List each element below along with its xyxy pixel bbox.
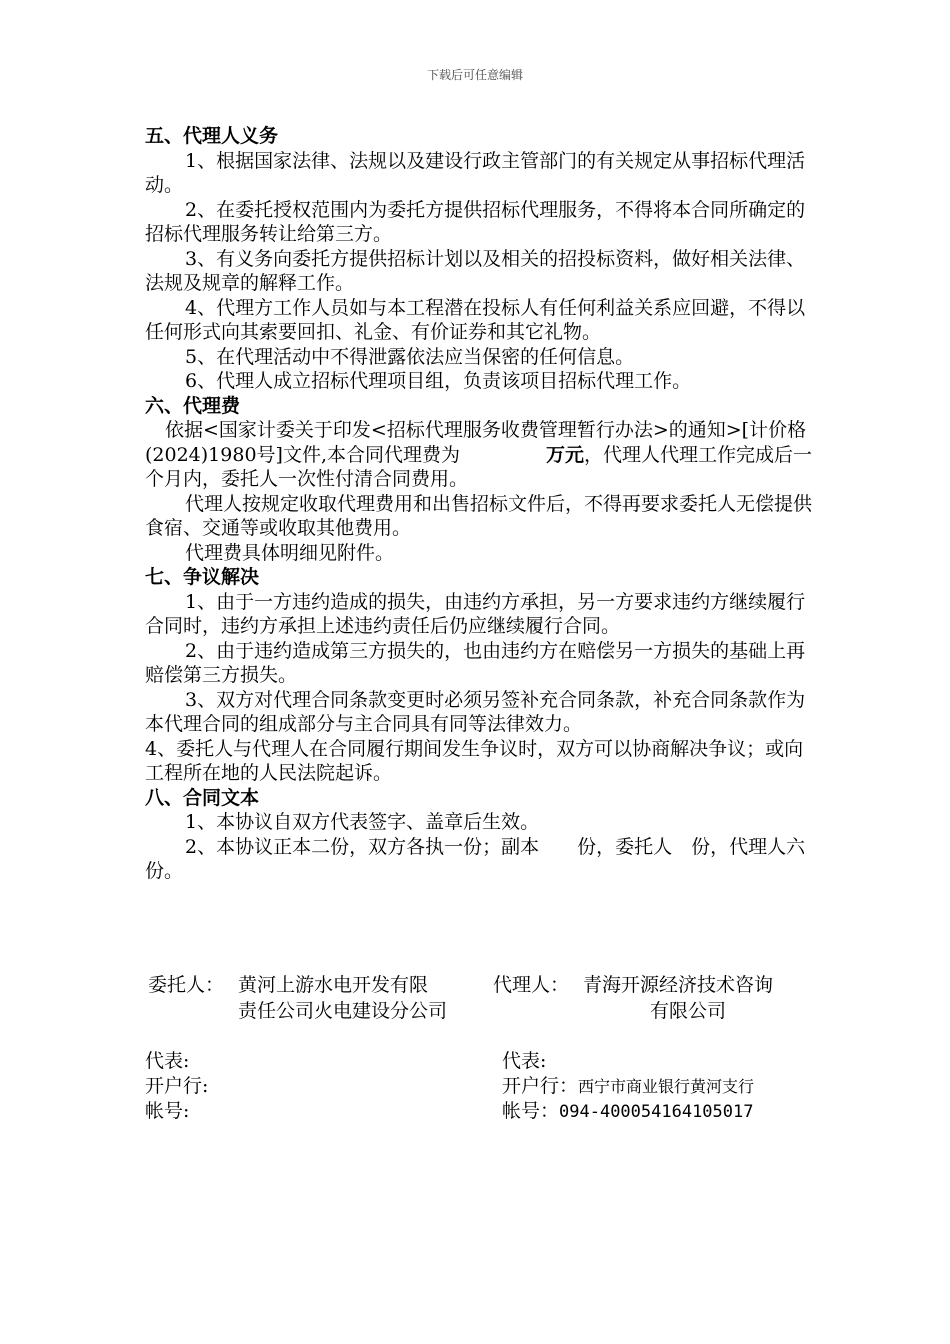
contract-body [145,124,815,884]
section-5-item-1: 1、根据国家法律、法规以及建设行政主管部门的有关规定从事招标代理活动。 [145,149,806,196]
agent-bank-value: 西宁市商业银行黄河支行 [578,1077,755,1096]
section-6-item-3: 代理费具体明细见附件。 [185,541,395,564]
section-8-item-1: 1、本协议自双方代表签字、盖章后生效。 [185,811,540,833]
client-account: 帐号: [145,1100,190,1122]
client-name-line-1: 黄河上游水电开发有限 [238,974,429,996]
agent-account-value: 094-400054164105017 [559,1102,754,1122]
section-5-item-2: 2、在委托授权范围内为委托方提供招标代理服务，不得将本合同所确定的招标代理服务转让给第三方。 [145,198,806,245]
client-label: 委托人： [148,974,225,996]
section-5-title: 五、代理人义务 [145,125,279,147]
fee-basis-text: 依据<国家计委关于印发<招标代理服务收费管理暂行办法>的通知>[计价格(2024)1980号]文件,本合同代理费为 [145,419,807,466]
agent-account [502,1096,753,1123]
agent-representative: 代表: [502,1050,547,1072]
section-5-item-4: 4、代理方工作人员如与本工程潜在投标人有任何利益关系应回避，不得以任何形式向其索要回扣、礼金、有价证券和其它礼物。 [145,296,806,343]
section-7-item-1: 1、由于一方违约造成的损失，由违约方承担，另一方要求违约方继续履行合同时，违约方承担上述违约责任后仍应继续履行合同。 [145,590,806,637]
section-7-item-3: 3、双方对代理合同条款变更时必须另签补充合同条款，补充合同条款作为本代理合同的组成部分与主合同具有同等法律效力。 [145,688,806,735]
client-bank: 开户行: [145,1075,209,1097]
agent-bank [502,1071,754,1098]
section-8-title: 八、合同文本 [145,786,260,809]
agent-name-line-2: 有限公司 [650,1000,727,1022]
section-5-item-5: 5、在代理活动中不得泄露依法应当保密的任何信息。 [185,345,635,368]
section-8-item-2: 2、本协议正本二份，双方各执一份；副本 份，委托人 份，代理人六份。 [145,835,806,882]
client-representative: 代表: [145,1050,190,1072]
page-header-note: 下载后可任意编辑 [426,68,523,82]
agent-account-label: 帐号： [502,1100,560,1122]
section-5-item-6: 6、代理人成立招标代理项目组，负责该项目招标代理工作。 [185,370,692,392]
client-name-line-2: 责任公司火电建设分公司 [238,1000,448,1022]
agent-bank-label: 开户行： [502,1075,579,1097]
section-7-item-4: 4、委托人与代理人在合同履行期间发生争议时，双方可以协商解决争议；或向工程所在地的人民法院起诉。 [145,737,804,784]
fee-payment-text: ，代理人代理工作完成后一个月内，委托人一次性付清合同费用。 [145,443,813,490]
section-5-item-3: 3、有义务向委托方提供招标计划以及相关的招投标资料，做好相关法律、法规及规章的解释工作。 [145,247,806,294]
agent-label: 代理人： [493,974,570,996]
fee-unit: 万元 [546,443,585,466]
section-6-item-2: 代理人按规定收取代理费用和出售招标文件后，不得再要求委托人无偿提供食宿、交通等或收取其他费用。 [145,492,813,539]
section-7-title: 七、争议解决 [145,566,260,588]
section-6-fee-paragraph [145,418,815,492]
section-7-item-2: 2、由于违约造成第三方损失的，也由违约方在赔偿另一方损失的基础上再赔偿第三方损失。 [145,639,806,686]
section-6-title: 六、代理费 [145,394,241,417]
agent-name-line-1: 青海开源经济技术咨询 [583,974,774,996]
